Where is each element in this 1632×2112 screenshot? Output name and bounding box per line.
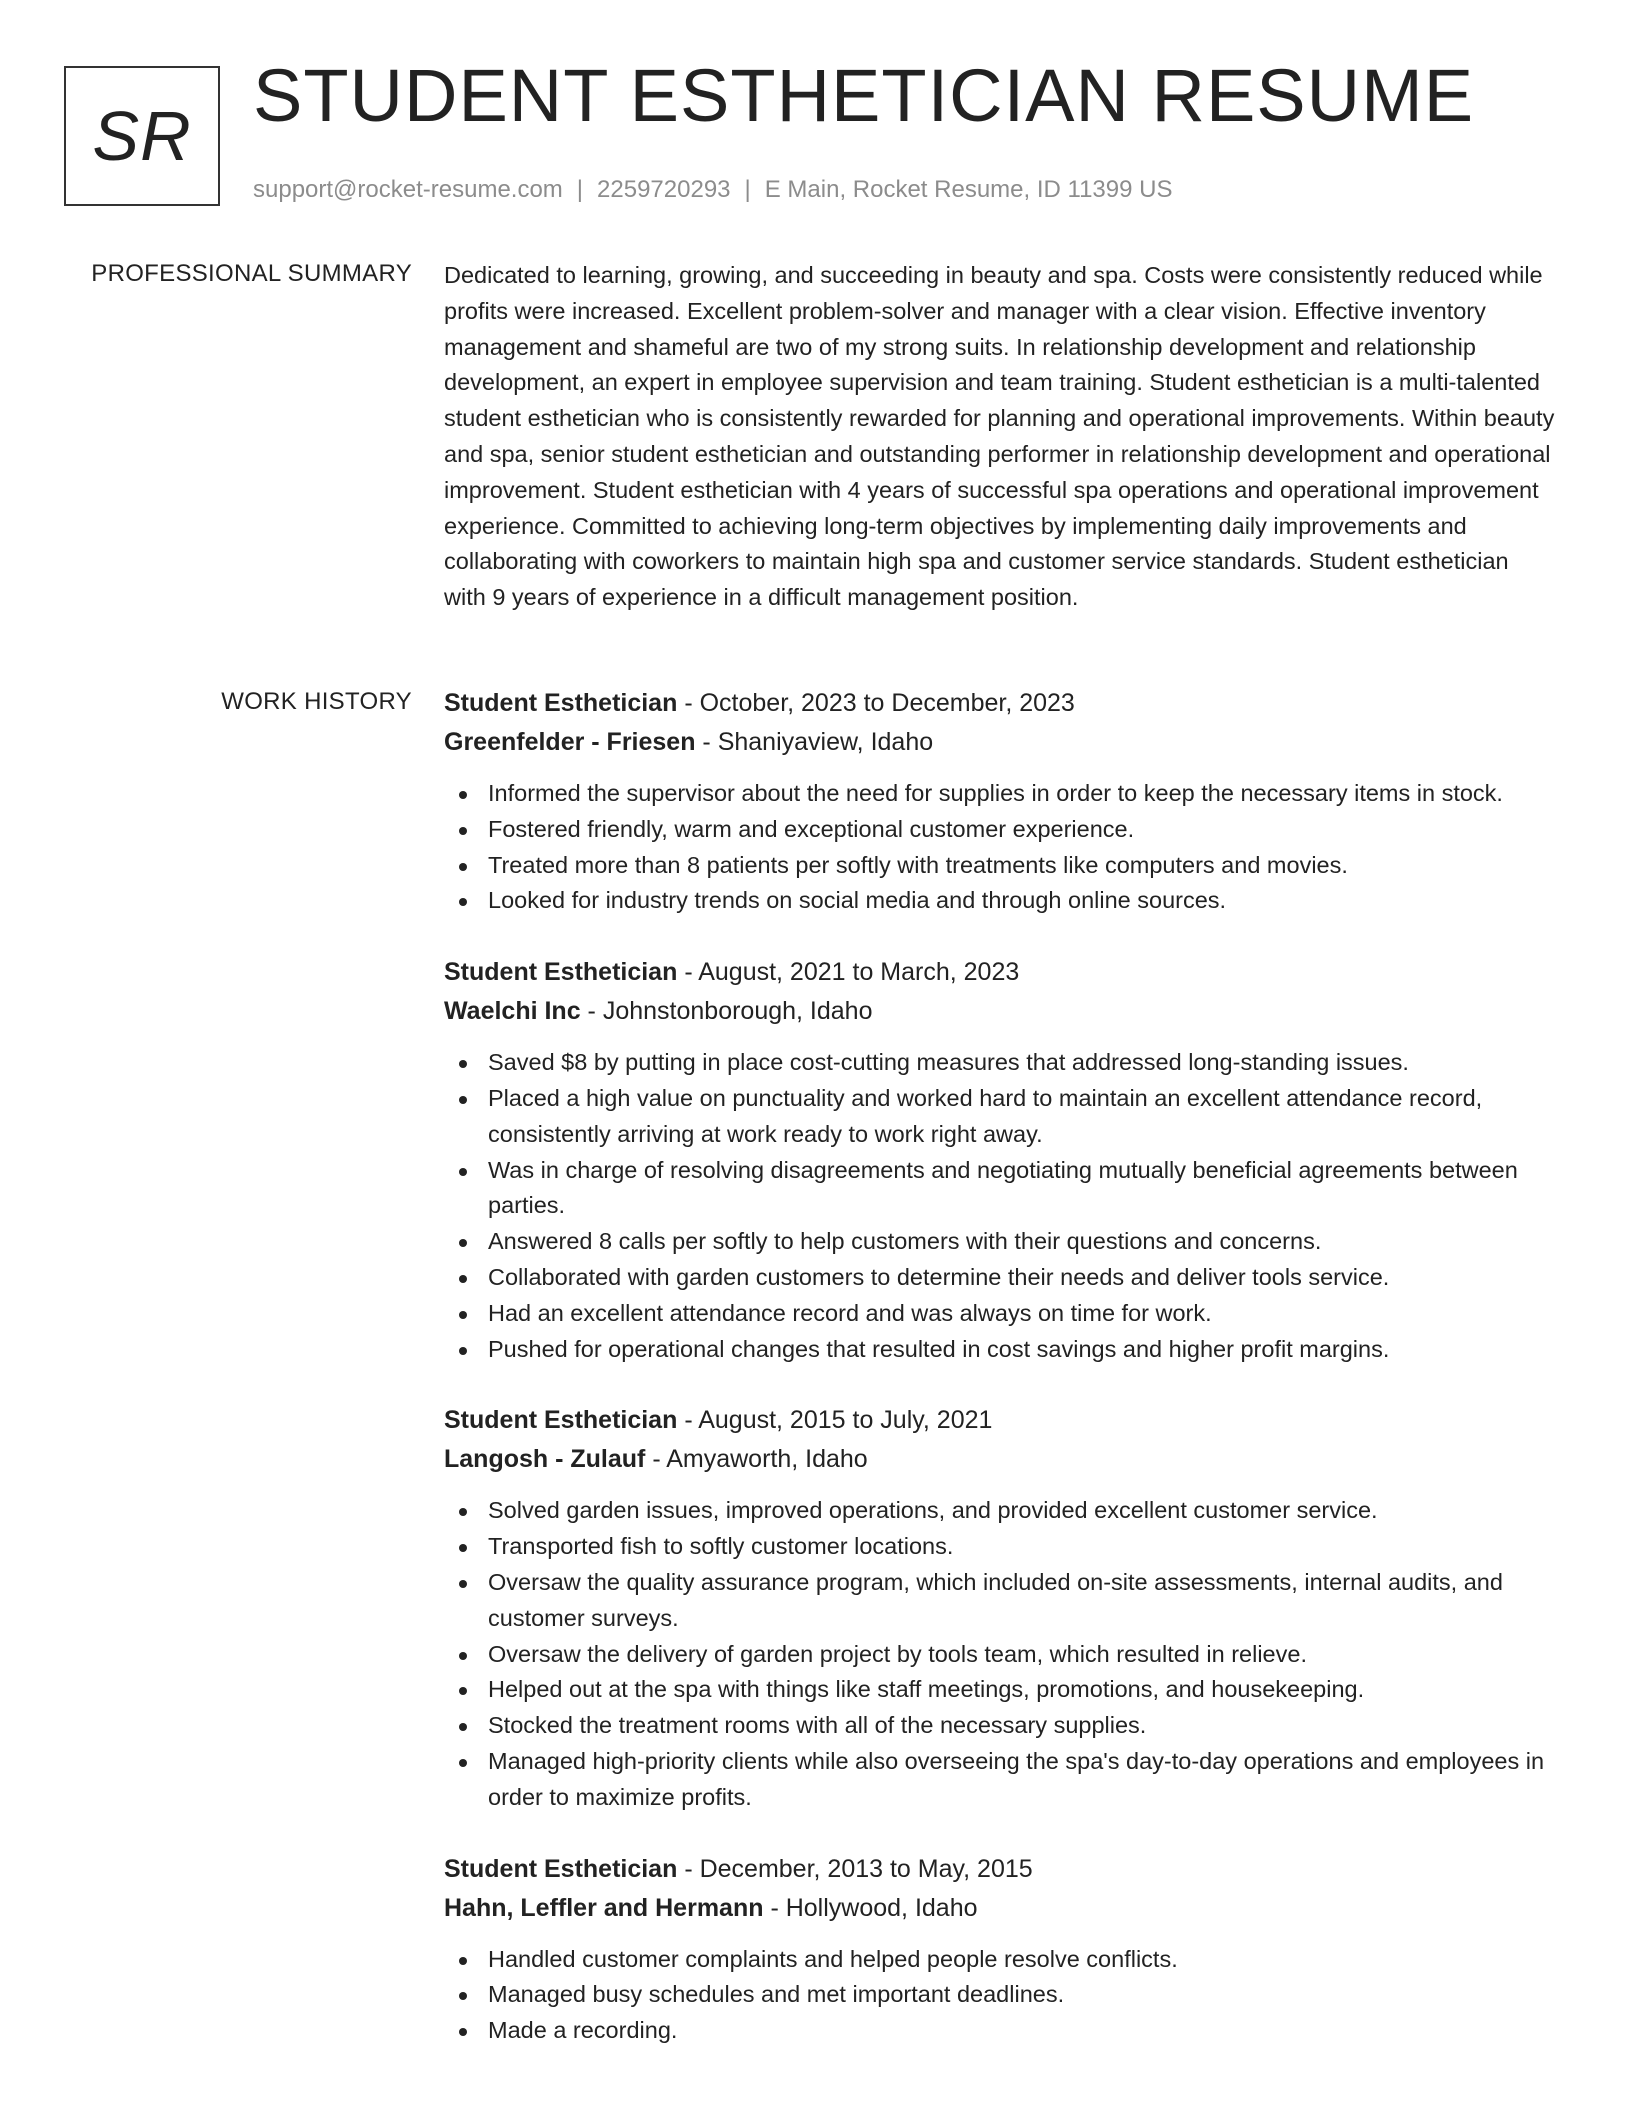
monogram-initials: SR bbox=[92, 97, 192, 175]
job-bullet: Stocked the treatment rooms with all of the necessary supplies. bbox=[444, 1708, 1556, 1744]
contact-phone: 2259720293 bbox=[597, 176, 731, 203]
job-bullet-list bbox=[444, 1045, 1556, 1367]
contact-separator: | bbox=[744, 176, 751, 203]
job-company-line bbox=[444, 1889, 1556, 1928]
job-location: - Hollywood, Idaho bbox=[763, 1893, 978, 1922]
job-bullet: Answered 8 calls per softly to help customers with their questions and concerns. bbox=[444, 1224, 1556, 1260]
job-bullet: Transported fish to softly customer locations. bbox=[444, 1529, 1556, 1565]
monogram-logo bbox=[64, 66, 220, 206]
job-dates: - August, 2021 to March, 2023 bbox=[677, 958, 1020, 987]
job-bullet: Had an excellent attendance record and was always on time for work. bbox=[444, 1296, 1556, 1332]
job-title: Student Esthetician bbox=[444, 958, 678, 987]
job-company-line bbox=[444, 723, 1556, 762]
job-entry bbox=[444, 1401, 1556, 1815]
job-company-line bbox=[444, 1440, 1556, 1479]
summary-text: Dedicated to learning, growing, and succeeding in beauty and spa. Costs were consistently reduced while profits were increased. Excellent problem-solver and manager with a clear vision. Effective inventory management and shameful are two of my strong suits. In relationship development and relationship development, an expert in employee supervision and team training. Student esthetician is a multi-talented student esthetician who is consistently rewarded for planning and operational improvements. Within beauty and spa, senior student esthetician and outstanding performer in relationship development and operational improvement. Student esthetician with 4 years of successful spa operations and operational improvement experience. Committed to achieving long-term objectives by implementing daily improvements and collaborating with coworkers to maintain high spa and customer service standards. Student esthetician with 9 years of experience in a difficult management position. bbox=[444, 262, 1555, 611]
job-company-line bbox=[444, 992, 1556, 1031]
job-bullet: Placed a high value on punctuality and worked hard to maintain an excellent attendance record, consistently arriving at work ready to work right away. bbox=[444, 1081, 1556, 1153]
job-title-line bbox=[444, 953, 1556, 992]
job-location: - Amyaworth, Idaho bbox=[645, 1445, 868, 1474]
work-history-heading: WORK HISTORY bbox=[221, 688, 412, 715]
job-bullet: Was in charge of resolving disagreements and negotiating mutually beneficial agreements between parties. bbox=[444, 1153, 1556, 1225]
job-entry bbox=[444, 1850, 1556, 2049]
summary-heading: PROFESSIONAL SUMMARY bbox=[91, 260, 412, 287]
job-bullet: Managed busy schedules and met important deadlines. bbox=[444, 1977, 1556, 2013]
job-dates: - December, 2013 to May, 2015 bbox=[677, 1854, 1033, 1883]
work-history-list bbox=[444, 684, 1556, 2083]
job-location: - Johnstonborough, Idaho bbox=[580, 997, 873, 1026]
job-entry bbox=[444, 684, 1556, 919]
job-company: Hahn, Leffler and Hermann bbox=[444, 1893, 764, 1922]
job-entry bbox=[444, 953, 1556, 1367]
job-bullet: Managed high-priority clients while also overseeing the spa's day-to-day operations and employees in order to maximize profits. bbox=[444, 1744, 1556, 1816]
contact-email: support@rocket-resume.com bbox=[253, 176, 563, 203]
job-bullet: Treated more than 8 patients per softly with treatments like computers and movies. bbox=[444, 848, 1556, 884]
job-bullet: Oversaw the delivery of garden project by tools team, which resulted in relieve. bbox=[444, 1637, 1556, 1673]
job-bullet: Looked for industry trends on social media and through online sources. bbox=[444, 883, 1556, 919]
job-bullet-list bbox=[444, 776, 1556, 919]
contact-line bbox=[253, 174, 1172, 206]
job-title: Student Esthetician bbox=[444, 689, 678, 717]
job-title: Student Esthetician bbox=[444, 1854, 678, 1883]
job-bullet: Made a recording. bbox=[444, 2013, 1556, 2049]
job-dates: - October, 2023 to December, 2023 bbox=[677, 689, 1075, 717]
contact-address: E Main, Rocket Resume, ID 11399 US bbox=[764, 176, 1173, 203]
job-bullet: Saved $8 by putting in place cost-cutting measures that addressed long-standing issues. bbox=[444, 1045, 1556, 1081]
job-bullet: Handled customer complaints and helped people resolve conflicts. bbox=[444, 1942, 1556, 1978]
job-bullet: Solved garden issues, improved operations, and provided excellent customer service. bbox=[444, 1493, 1556, 1529]
contact-separator: | bbox=[576, 176, 584, 203]
summary-body bbox=[444, 258, 1556, 616]
job-bullet-list bbox=[444, 1493, 1556, 1815]
job-bullet: Oversaw the quality assurance program, which included on-site assessments, internal audits, and customer surveys. bbox=[444, 1565, 1556, 1637]
job-title-line bbox=[444, 1850, 1556, 1889]
job-company: Greenfelder - Friesen bbox=[444, 728, 696, 756]
job-bullet: Fostered friendly, warm and exceptional customer experience. bbox=[444, 812, 1556, 848]
job-title-line bbox=[444, 1401, 1556, 1440]
job-company: Langosh - Zulauf bbox=[444, 1445, 646, 1474]
job-dates: - August, 2015 to July, 2021 bbox=[677, 1406, 993, 1435]
job-title: Student Esthetician bbox=[444, 1406, 678, 1435]
job-bullet-list bbox=[444, 1942, 1556, 2049]
job-bullet: Pushed for operational changes that resulted in cost savings and higher profit margins. bbox=[444, 1332, 1556, 1368]
job-title-line bbox=[444, 684, 1556, 723]
job-bullet: Informed the supervisor about the need for supplies in order to keep the necessary items in stock. bbox=[444, 776, 1556, 812]
job-location: - Shaniyaview, Idaho bbox=[695, 728, 934, 756]
job-company: Waelchi Inc bbox=[444, 997, 581, 1026]
resume-title: STUDENT ESTHETICIAN RESUME bbox=[253, 54, 1475, 137]
job-bullet: Helped out at the spa with things like staff meetings, promotions, and housekeeping. bbox=[444, 1672, 1556, 1708]
job-bullet: Collaborated with garden customers to determine their needs and deliver tools service. bbox=[444, 1260, 1556, 1296]
